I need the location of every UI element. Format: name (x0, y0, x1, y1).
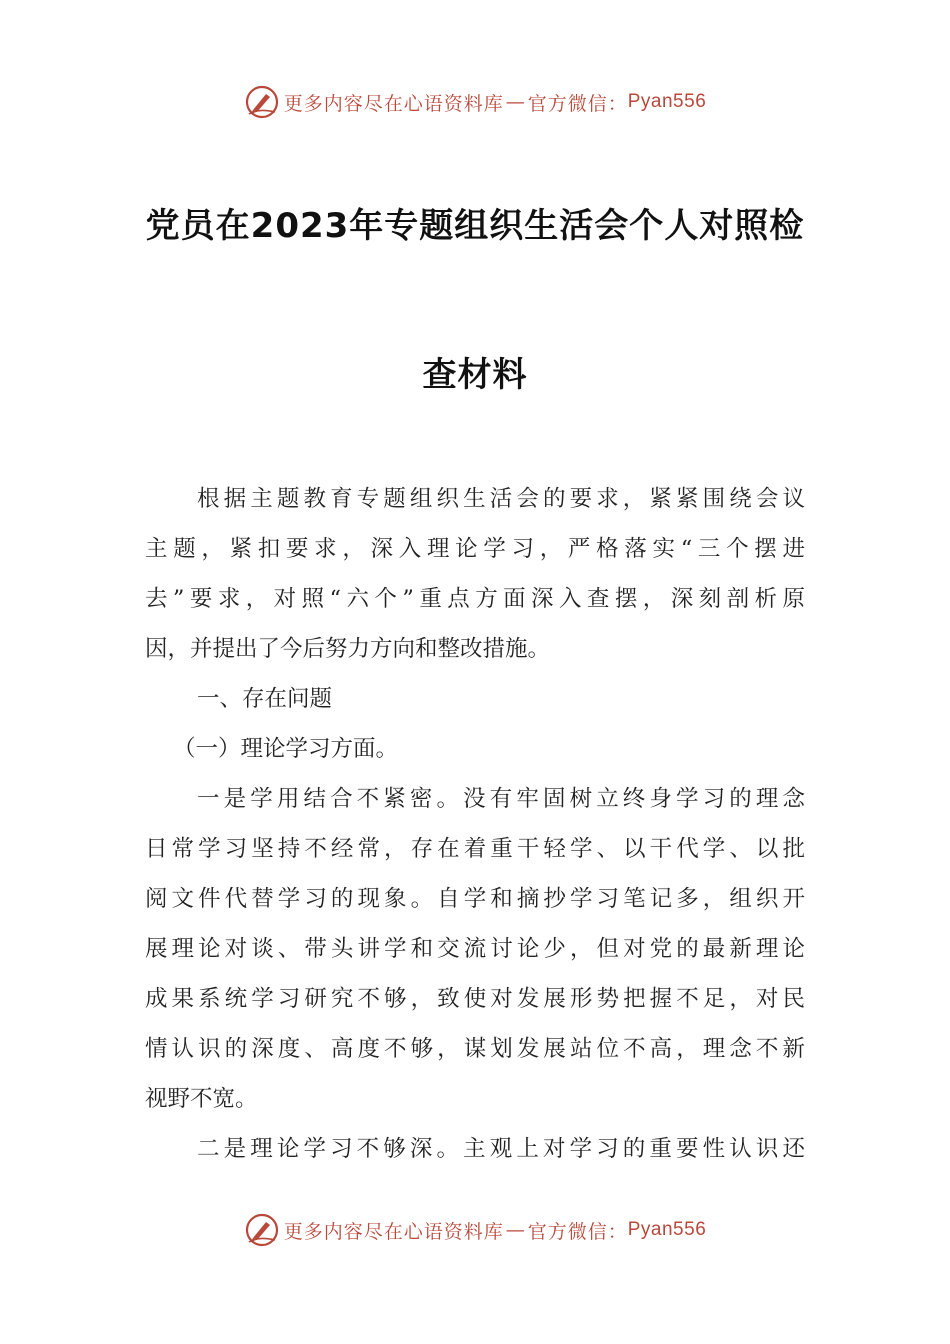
paragraph-line: 根据主题教育专题组织生活会的要求，紧紧围绕会议 (197, 486, 805, 512)
pen-logo-icon (244, 1212, 280, 1248)
banner-main-text: 更多内容尽在心语资料库 (283, 1220, 504, 1243)
banner-wechat-id: Pyan556 (627, 91, 707, 112)
banner-wechat-label: 官方微信： (527, 1220, 628, 1243)
paragraph-line: 视野不宽。 (145, 1086, 258, 1112)
banner-wechat-label: 官方微信： (527, 92, 628, 115)
banner-wechat-id: Pyan556 (627, 1219, 707, 1240)
header-banner (0, 82, 950, 122)
section-heading: 一、存在问题 (197, 686, 333, 712)
banner-main-text: 更多内容尽在心语资料库 (283, 92, 504, 115)
paragraph-line: 展理论对谈、带头讲学和交流讨论少，但对党的最新理论 (145, 936, 805, 962)
footer-banner (0, 1210, 950, 1250)
paragraph-line: 情认识的深度、高度不够，谋划发展站位不高，理念不新 (145, 1036, 805, 1062)
paragraph-line: 日常学习坚持不经常，存在着重干轻学、以干代学、以批 (145, 836, 805, 862)
banner-separator: — (505, 1219, 526, 1241)
subsection-heading: （一）理论学习方面。 (173, 736, 399, 762)
pen-logo-icon (244, 84, 280, 120)
paragraph-line: 二是理论学习不够深。主观上对学习的重要性认识还 (197, 1136, 805, 1162)
paragraph-line: 因，并提出了今后努力方向和整改措施。 (145, 636, 551, 662)
paragraph-line: 去”要求，对照“六个”重点方面深入查摆，深刻剖析原 (145, 586, 805, 612)
banner-separator: — (505, 91, 526, 113)
document-title-line-1: 党员在2023年专题组织生活会个人对照检 (145, 206, 805, 246)
paragraph-line: 一是学用结合不紧密。没有牢固树立终身学习的理念 (197, 786, 805, 812)
paragraph-line: 主题，紧扣要求，深入理论学习，严格落实“三个摆进 (145, 536, 805, 562)
paragraph-line: 阅文件代替学习的现象。自学和摘抄学习笔记多，组织开 (145, 886, 805, 912)
paragraph-line: 成果系统学习研究不够，致使对发展形势把握不足，对民 (145, 986, 805, 1012)
document-title-line-2: 查材料 (422, 355, 528, 395)
